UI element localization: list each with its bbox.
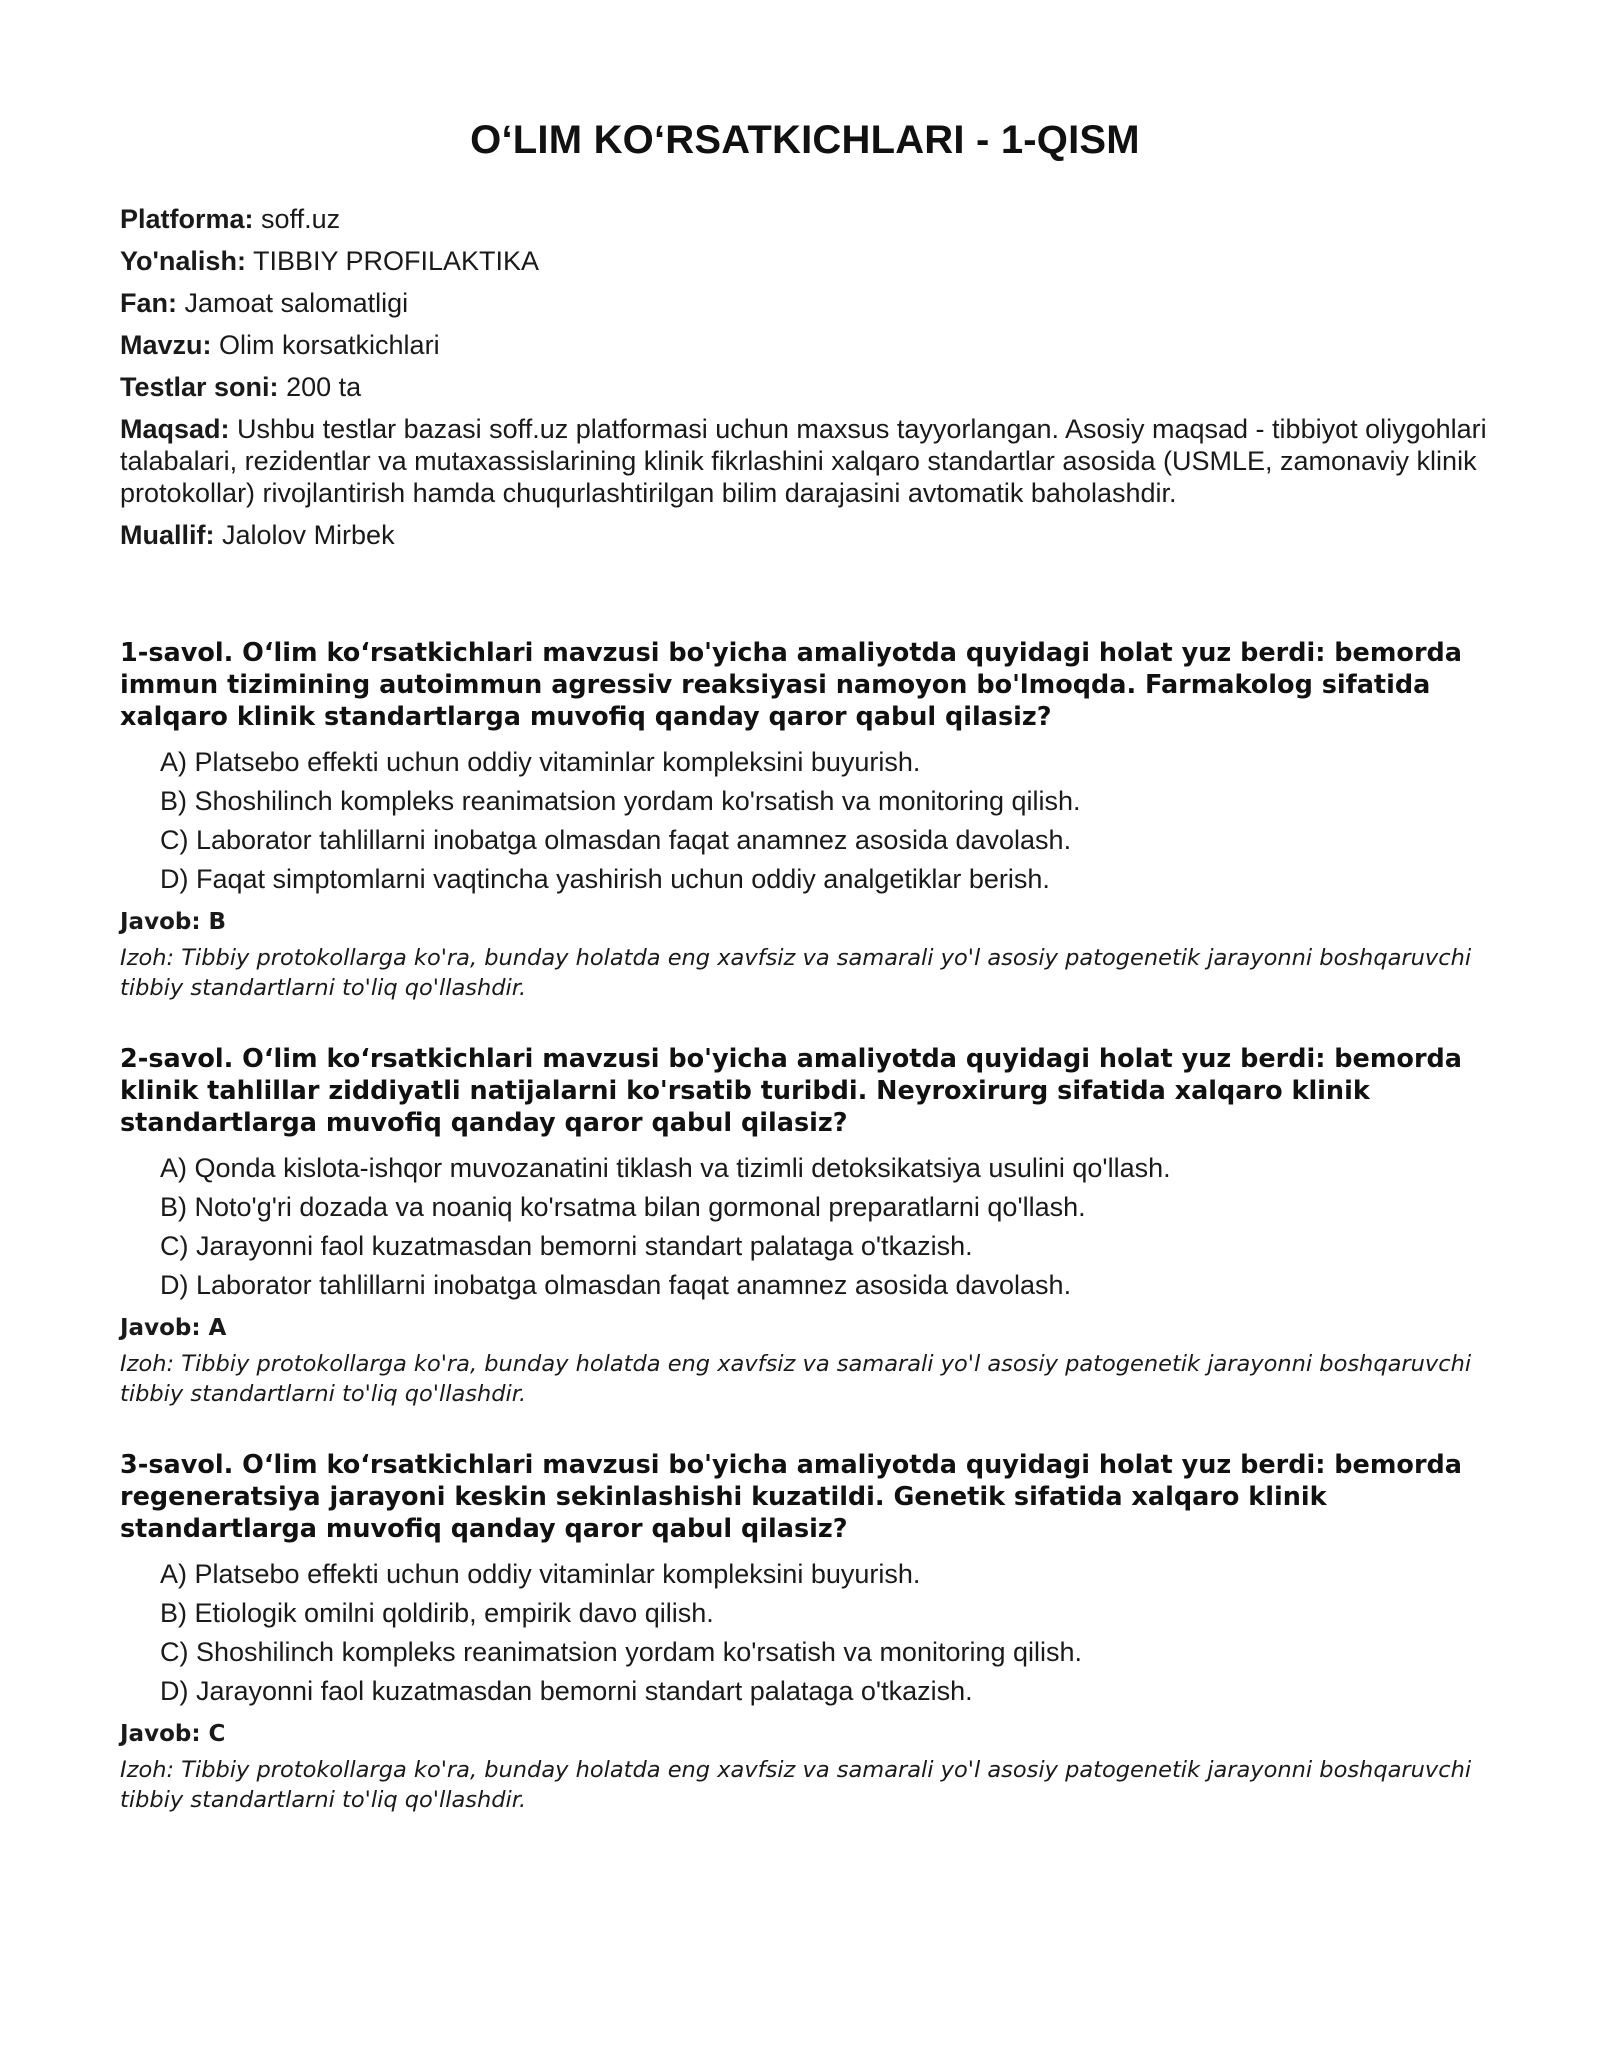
meta-direction: [120, 245, 1490, 277]
meta-block: [120, 203, 1490, 551]
meta-value: Jamoat salomatligi: [184, 288, 409, 318]
meta-key: Muallif:: [120, 520, 215, 550]
meta-subject: [120, 287, 1490, 319]
explanation-note: Izoh: Tibbiy protokollarga ko'ra, bunday holatda eng xavfsiz va samarali yo'l asosiy patogenetik jarayonni boshqaruvchi tibbiy standartlarni to'liq qo'llashdir.: [120, 1757, 1472, 1813]
meta-value: 200 ta: [286, 372, 362, 402]
option-d: D) Faqat simptomlarni vaqtincha yashirish uchun oddiy analgetiklar berish.: [160, 864, 1050, 894]
option-list: [120, 743, 1490, 899]
meta-value: TIBBIY PROFILAKTIKA: [252, 246, 540, 276]
explanation-note: Izoh: Tibbiy protokollarga ko'ra, bunday holatda eng xavfsiz va samarali yo'l asosiy patogenetik jarayonni boshqaruvchi tibbiy standartlarni to'liq qo'llashdir.: [120, 945, 1472, 1001]
meta-goal: [120, 413, 1490, 509]
answer-label: Javob: B: [120, 909, 227, 935]
meta-topic: [120, 329, 1490, 361]
option-b: B) Etiologik omilni qoldirib, empirik davo qilish.: [160, 1598, 714, 1628]
option-b: B) Shoshilinch kompleks reanimatsion yordam ko'rsatish va monitoring qilish.: [160, 786, 1081, 816]
option-b: B) Noto'g'ri dozada va noaniq ko'rsatma bilan gormonal preparatlarni qo'llash.: [160, 1192, 1086, 1222]
meta-key: Testlar soni:: [120, 372, 279, 402]
option-a: A) Platsebo effekti uchun oddiy vitaminlar kompleksini buyurish.: [160, 1559, 921, 1589]
option-list: [120, 1149, 1490, 1305]
option-c: C) Laborator tahlillarni inobatga olmasdan faqat anamnez asosida davolash.: [160, 825, 1072, 855]
option-list: [120, 1555, 1490, 1711]
explanation-note: Izoh: Tibbiy protokollarga ko'ra, bunday holatda eng xavfsiz va samarali yo'l asosiy patogenetik jarayonni boshqaruvchi tibbiy standartlarni to'liq qo'llashdir.: [120, 1351, 1472, 1407]
meta-value: Ushbu testlar bazasi soff.uz platformasi uchun maxsus tayyorlangan. Asosiy maqsad - tibbiyot oliygohlari talabalari, rezidentlar va mutaxassislarining klinik fikrlashini xalqaro standartlar asosida (USMLE, zamonaviy klinik protokollar) rivojlantirish hamda chuqurlashtirilgan bilim darajasini avtomatik baholashdir.: [120, 414, 1487, 508]
question-text: 1-savol. O‘lim ko‘rsatkichlari mavzusi bo'yicha amaliyotda quyidagi holat yuz berdi: bemorda immun tizimining autoimmun agressiv reaksiyasi namoyon bo'lmoqda. Farmakolog sifatida xalqaro klinik standartlarga muvofiq qanday qaror qabul qilasiz?: [120, 638, 1462, 732]
option-c: C) Jarayonni faol kuzatmasdan bemorni standart palataga o'tkazish.: [160, 1231, 973, 1261]
question-text: 2-savol. O‘lim ko‘rsatkichlari mavzusi bo'yicha amaliyotda quyidagi holat yuz berdi: bemorda klinik tahlillar ziddiyatli natijalarni ko'rsatib turibdi. Neyroxirurg sifatida xalqaro klinik standartlarga muvofiq qanday qaror qabul qilasiz?: [120, 1044, 1462, 1138]
meta-key: Mavzu:: [120, 330, 212, 360]
answer-label: Javob: A: [120, 1315, 227, 1341]
answer-label: Javob: C: [120, 1721, 226, 1747]
meta-key: Yo'nalish:: [120, 246, 246, 276]
meta-value: soff.uz: [261, 204, 341, 234]
meta-test-count: [120, 371, 1490, 403]
option-a: A) Platsebo effekti uchun oddiy vitaminlar kompleksini buyurish.: [160, 747, 921, 777]
document-title: O‘LIM KO‘RSATKICHLARI - 1-QISM: [470, 118, 1140, 162]
question-3: [120, 1449, 1490, 1815]
document-page: [120, 118, 1490, 1855]
meta-author: [120, 519, 1490, 551]
meta-key: Maqsad:: [120, 414, 230, 444]
meta-value: Olim korsatkichlari: [219, 330, 440, 360]
option-d: D) Jarayonni faol kuzatmasdan bemorni standart palataga o'tkazish.: [160, 1676, 973, 1706]
option-a: A) Qonda kislota-ishqor muvozanatini tiklash va tizimli detoksikatsiya usulini qo'llash.: [160, 1153, 1171, 1183]
option-c: C) Shoshilinch kompleks reanimatsion yordam ko'rsatish va monitoring qilish.: [160, 1637, 1083, 1667]
option-d: D) Laborator tahlillarni inobatga olmasdan faqat anamnez asosida davolash.: [160, 1270, 1072, 1300]
meta-value: Jalolov Mirbek: [222, 520, 395, 550]
meta-platform: [120, 203, 1490, 235]
question-text: 3-savol. O‘lim ko‘rsatkichlari mavzusi bo'yicha amaliyotda quyidagi holat yuz berdi: bemorda regeneratsiya jarayoni keskin sekinlashishi kuzatildi. Genetik sifatida xalqaro klinik standartlarga muvofiq qanday qaror qabul qilasiz?: [120, 1450, 1462, 1544]
question-1: [120, 637, 1490, 1003]
meta-key: Platforma:: [120, 204, 254, 234]
question-2: [120, 1043, 1490, 1409]
meta-key: Fan:: [120, 288, 177, 318]
